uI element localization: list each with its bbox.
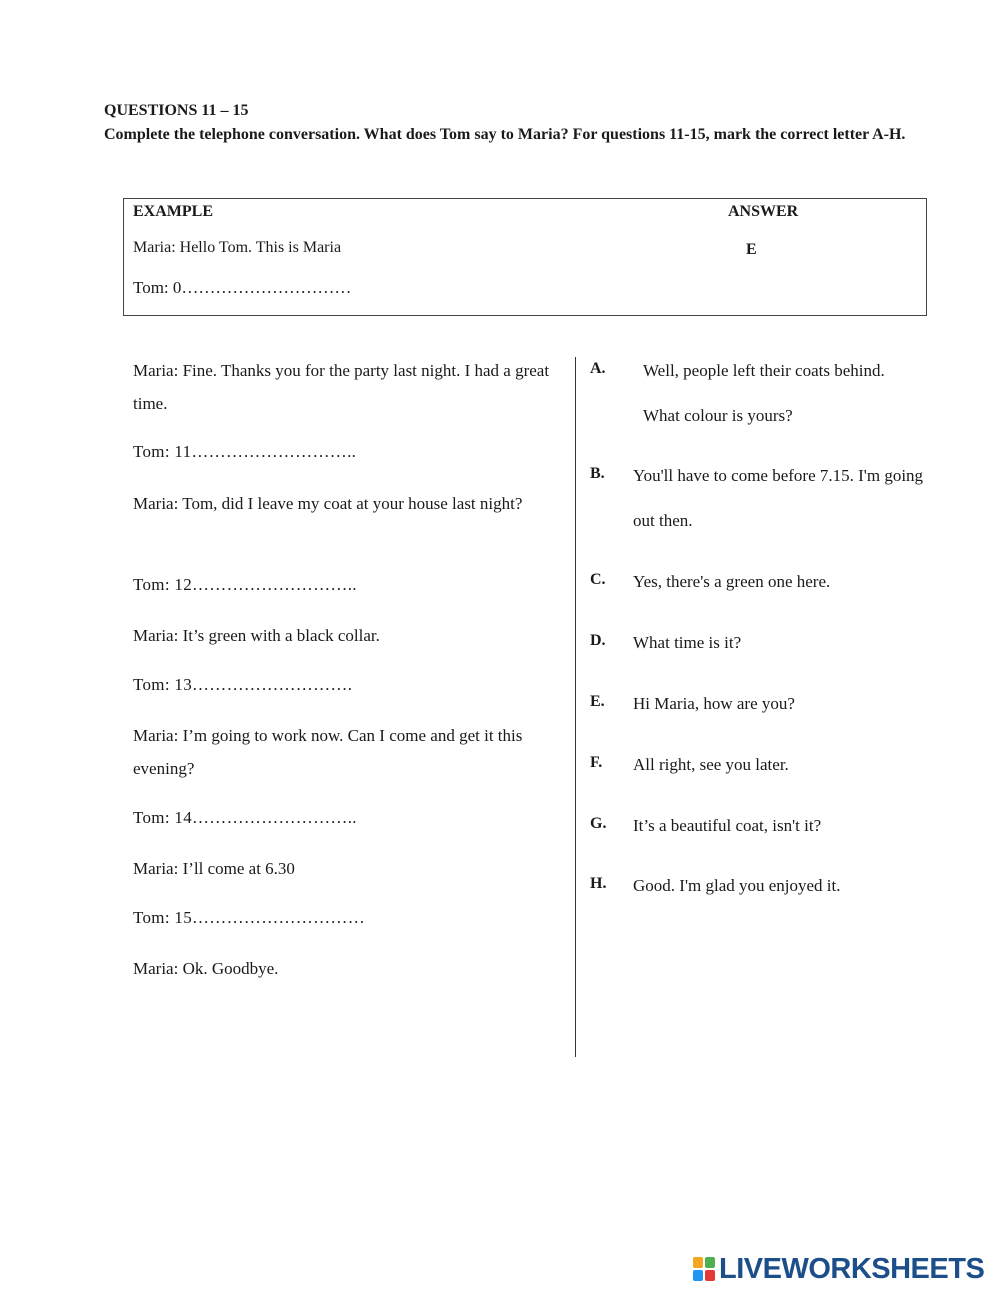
option-letter-b: B. bbox=[590, 465, 605, 482]
option-text-a: Well, people left their coats behind. What colour is yours? bbox=[643, 361, 885, 425]
maria-line-4: Maria: I’m going to work now. Can I come and get it this evening? bbox=[133, 726, 523, 778]
brand-name: LIVEWORKSHEETS bbox=[719, 1252, 985, 1285]
option-text-d: What time is it? bbox=[633, 633, 742, 652]
example-answer-value: E bbox=[746, 241, 757, 258]
option-letter-g: G. bbox=[590, 815, 607, 832]
tom-answer-14[interactable]: Tom: 14……………………….. bbox=[133, 808, 357, 827]
example-label: EXAMPLE bbox=[133, 203, 213, 220]
tom-answer-12[interactable]: Tom: 12……………………….. bbox=[133, 575, 357, 594]
liveworksheets-logo[interactable] bbox=[693, 1253, 984, 1285]
option-text-g: It’s a beautiful coat, isn't it? bbox=[633, 816, 822, 835]
liveworksheets-logo-icon bbox=[693, 1257, 715, 1281]
option-text-e: Hi Maria, how are you? bbox=[633, 694, 795, 713]
example-maria-line: Maria: Hello Tom. This is Maria bbox=[133, 239, 342, 256]
option-letter-d: D. bbox=[590, 632, 606, 649]
maria-line-5: Maria: I’ll come at 6.30 bbox=[133, 859, 295, 878]
tom-answer-15[interactable]: Tom: 15………………………… bbox=[133, 908, 365, 927]
example-tom-line: Tom: 0………………………… bbox=[133, 278, 352, 297]
maria-line-2: Maria: Tom, did I leave my coat at your house last night? bbox=[133, 494, 523, 513]
maria-line-3: Maria: It’s green with a black collar. bbox=[133, 626, 380, 645]
column-divider bbox=[575, 357, 576, 1057]
option-text-f: All right, see you later. bbox=[633, 755, 789, 774]
tom-answer-13[interactable]: Tom: 13………………………. bbox=[133, 675, 353, 694]
option-letter-e: E. bbox=[590, 693, 605, 710]
option-text-c: Yes, there's a green one here. bbox=[633, 572, 831, 591]
option-letter-h: H. bbox=[590, 875, 607, 892]
maria-line-1: Maria: Fine. Thanks you for the party last night. I had a great time. bbox=[133, 361, 550, 413]
option-text-b: You'll have to come before 7.15. I'm going out then. bbox=[633, 466, 924, 530]
maria-line-6: Maria: Ok. Goodbye. bbox=[133, 959, 279, 978]
example-box bbox=[123, 198, 927, 316]
tom-answer-11[interactable]: Tom: 11……………………….. bbox=[133, 442, 357, 461]
option-letter-c: C. bbox=[590, 571, 606, 588]
option-letter-f: F. bbox=[590, 754, 603, 771]
answer-label: ANSWER bbox=[728, 203, 799, 220]
instructions-text: Complete the telephone conversation. What does Tom say to Maria? For questions 11-15, mark the correct letter A-H. bbox=[104, 126, 906, 143]
option-text-h: Good. I'm glad you enjoyed it. bbox=[633, 876, 841, 895]
questions-heading: QUESTIONS 11 – 15 bbox=[104, 102, 249, 119]
option-letter-a: A. bbox=[590, 360, 606, 377]
